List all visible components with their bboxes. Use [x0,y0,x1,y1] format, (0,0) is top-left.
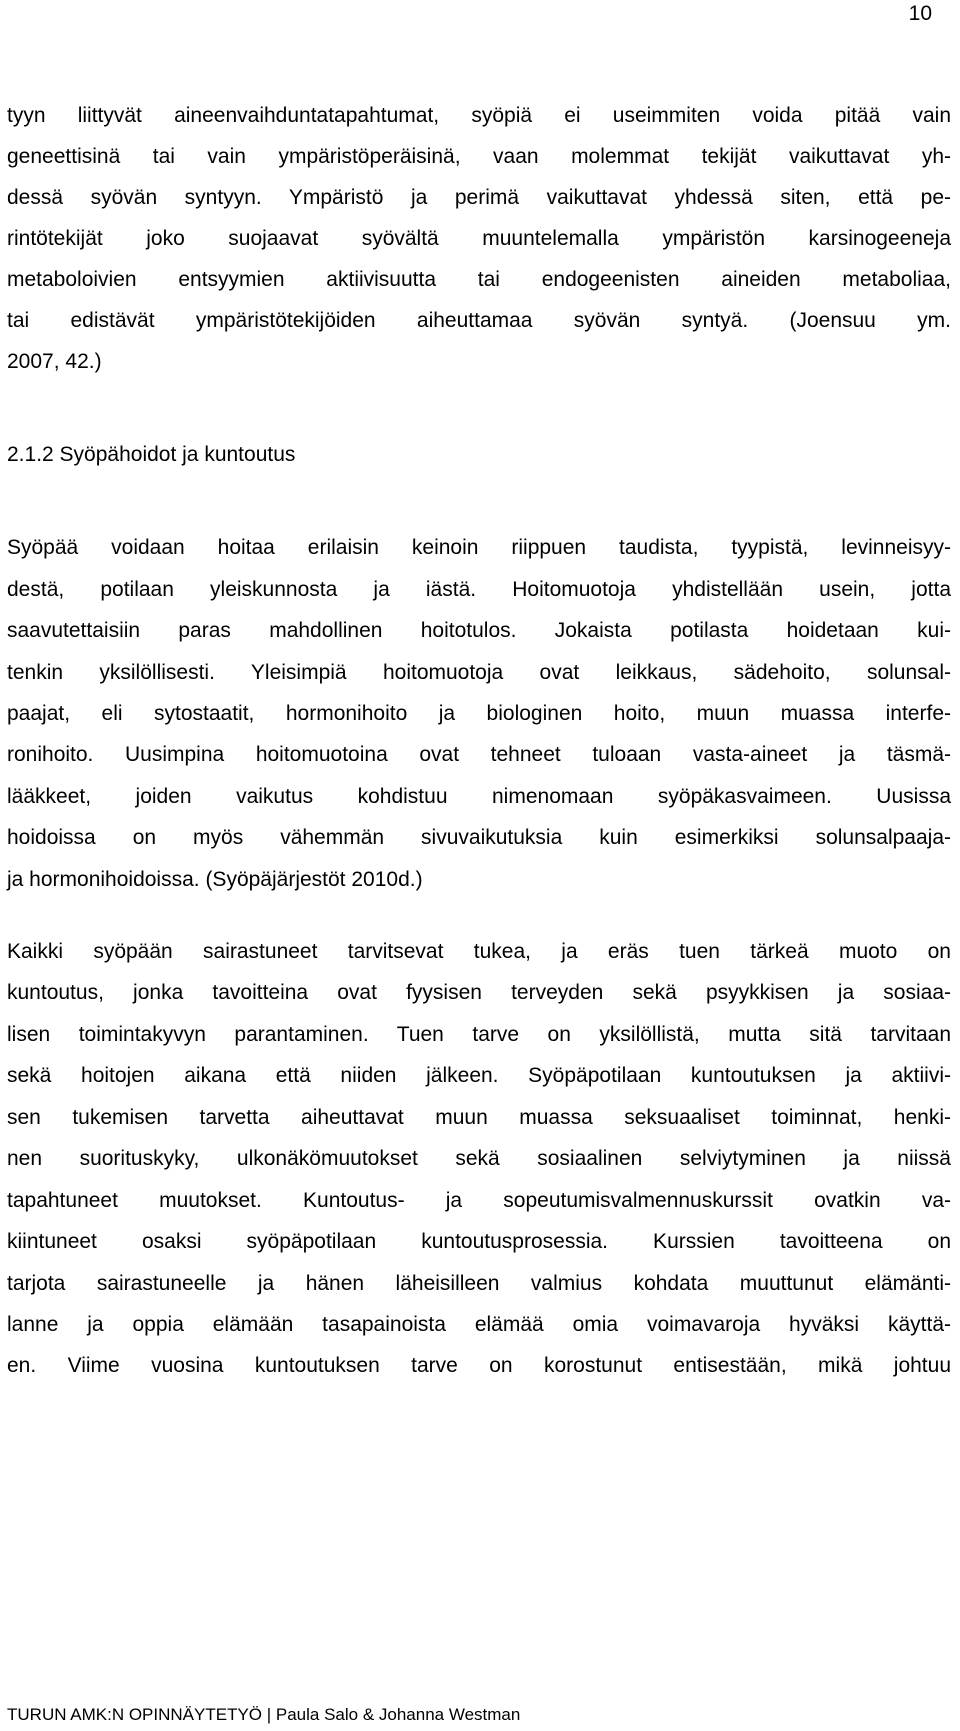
text-line: kuntoutus, jonka tavoitteina ovat fyysisen terveyden sekä psyykkisen ja sosiaa- [7,981,951,1004]
text-line: sen tukemisen tarvetta aiheuttavat muun muassa seksuaaliset toiminnat, henki- [7,1106,951,1129]
footer: TURUN AMK:N OPINNÄYTETYÖ | Paula Salo & Johanna Westman [7,1705,521,1724]
text-line: lisen toimintakyvyn parantaminen. Tuen tarve on yksilöllistä, mutta sitä tarvitaan [7,1023,951,1046]
text-line: kiintuneet osaksi syöpäpotilaan kuntoutusprosessia. Kurssien tavoitteena on [7,1230,951,1253]
section-heading: 2.1.2 Syöpähoidot ja kuntoutus [7,443,296,466]
text-line: tarjota sairastuneelle ja hänen läheisilleen valmius kohdata muuttunut elämänti- [7,1272,951,1295]
text-line: geneettisinä tai vain ympäristöperäisinä, vaan molemmat tekijät vaikuttavat yh- [7,145,951,168]
text-line: 2007, 42.) [7,350,102,373]
text-line: sekä hoitojen aikana että niiden jälkeen. Syöpäpotilaan kuntoutuksen ja aktiivi- [7,1064,951,1087]
text-line: tai edistävät ympäristötekijöiden aiheuttamaa syövän syntyä. (Joensuu ym. [7,309,951,332]
text-line: en. Viime vuosina kuntoutuksen tarve on korostunut entisestään, mikä johtuu [7,1354,951,1377]
text-line: ronihoito. Uusimpina hoitomuotoina ovat tehneet tuloaan vasta-aineet ja täsmä- [7,743,951,766]
text-line: paajat, eli sytostaatit, hormonihoito ja biologinen hoito, muun muassa interfe- [7,702,951,725]
text-line: tenkin yksilöllisesti. Yleisimpiä hoitomuotoja ovat leikkaus, sädehoito, solunsal- [7,661,951,684]
text-line: tapahtuneet muutokset. Kuntoutus- ja sopeutumisvalmennuskurssit ovatkin va- [7,1189,951,1212]
text-line: rintötekijät joko suojaavat syövältä muuntelemalla ympäristön karsinogeeneja [7,227,951,250]
text-line: lääkkeet, joiden vaikutus kohdistuu nimenomaan syöpäkasvaimeen. Uusissa [7,785,951,808]
text-line: metaboloivien entsyymien aktiivisuutta tai endogeenisten aineiden metaboliaa, [7,268,951,291]
text-line: tyyn liittyvät aineenvaihduntatapahtumat, syöpiä ei useimmiten voida pitää vain [7,104,951,127]
text-line: hoidoissa on myös vähemmän sivuvaikutuksia kuin esimerkiksi solunsalpaaja- [7,826,951,849]
text-line: destä, potilaan yleiskunnosta ja iästä. Hoitomuotoja yhdistellään usein, jotta [7,578,951,601]
page-number: 10 [908,2,932,25]
text-line: saavutettaisiin paras mahdollinen hoitotulos. Jokaista potilasta hoidetaan kui- [7,619,951,642]
text-line: dessä syövän syntyyn. Ympäristö ja perimä vaikuttavat yhdessä siten, että pe- [7,186,951,209]
text-line: ja hormonihoidoissa. (Syöpäjärjestöt 2010d.) [7,868,423,891]
text-line: Syöpää voidaan hoitaa erilaisin keinoin riippuen taudista, tyypistä, levinneisyy- [7,536,951,559]
text-line: lanne ja oppia elämään tasapainoista elämää omia voimavaroja hyväksi käyttä- [7,1313,951,1336]
text-line: nen suorituskyky, ulkonäkömuutokset sekä sosiaalinen selviytyminen ja niissä [7,1147,951,1170]
text-line: Kaikki syöpään sairastuneet tarvitsevat tukea, ja eräs tuen tärkeä muoto on [7,940,951,963]
